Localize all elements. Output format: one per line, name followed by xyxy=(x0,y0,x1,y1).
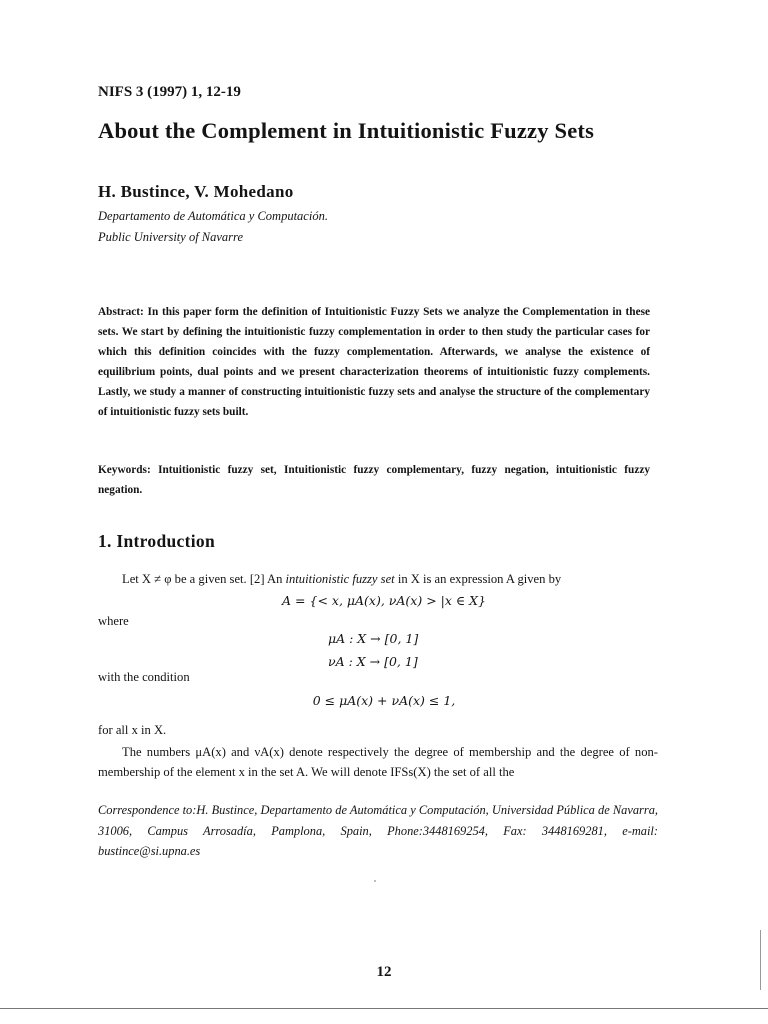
authors: H. Bustince, V. Mohedano xyxy=(98,182,294,201)
abstract xyxy=(98,302,650,423)
journal-citation: NIFS 3 (1997) 1, 12-19 xyxy=(98,84,241,100)
section-title-introduction: 1. Introduction xyxy=(98,531,215,551)
intro-paragraph-2: The numbers μA(x) and νA(x) denote respectively the degree of membership and the degree of non-membership of the element x in the set A. We will denote IFSs(X) the set of all the xyxy=(98,745,658,779)
affiliation-university: Public University of Navarre xyxy=(98,230,243,244)
paper-title: About the Complement in Intuitionistic Fuzzy Sets xyxy=(98,118,595,143)
scan-speck xyxy=(374,880,376,882)
with-condition-text: with the condition xyxy=(98,670,190,684)
equation-membership: μA : X → [0, 1] xyxy=(328,631,419,646)
intro-p1-end: in X is an expression A given by xyxy=(394,572,562,586)
for-all-text: for all x in X. xyxy=(98,723,167,737)
keywords-text: Intuitionistic fuzzy set, Intuitionistic fuzzy complementary, fuzzy negation, intuitionistic fuzzy negation. xyxy=(98,464,651,496)
abstract-label: Abstract: xyxy=(98,306,144,318)
keywords-label: Keywords: xyxy=(98,464,151,476)
equation-condition: 0 ≤ μA(x) + νA(x) ≤ 1, xyxy=(312,693,456,708)
abstract-text: In this paper form the definition of Intuitionistic Fuzzy Sets we analyze the Complementation in these sets. We start by defining the intuitionistic fuzzy complementation in order to then study the particular cases for which this definition coincides with the fuzzy complementation. Afterwards, we analyse the existence of equilibrium points, dual points and we present characterization theorems of intuitionistic fuzzy complements. Lastly, we study a manner of constructing intuitionistic fuzzy sets and analyse the structure of the complementary of intuitionistic fuzzy sets built. xyxy=(98,306,651,419)
keywords xyxy=(98,460,650,500)
equation-nonmembership: νA : X → [0, 1] xyxy=(328,654,418,669)
intro-p1-start: Let X ≠ φ be a given set. [2] An xyxy=(122,572,286,586)
page-number: 12 xyxy=(376,964,392,980)
intro-paragraph-1 xyxy=(122,572,652,587)
equation-set-definition: A = {< x, μA(x), νA(x) > |x ∈ X} xyxy=(282,593,486,608)
correspondence-footnote: Correspondence to:H. Bustince, Departamento de Automática y Computación, Universidad Pública de Navarra, 31006, Campus Arrosadía, Pamplona, Spain, Phone:3448169254, Fax: 3448169281, e-mail: bustince@si.upna.es xyxy=(98,803,658,858)
affiliation-department: Departamento de Automática y Computación. xyxy=(98,209,328,223)
where-text: where xyxy=(98,614,129,628)
intro-p1-emphasis: intuitionistic fuzzy set xyxy=(285,572,395,586)
scan-edge-mark xyxy=(760,930,761,990)
scan-bottom-edge xyxy=(0,1008,768,1009)
